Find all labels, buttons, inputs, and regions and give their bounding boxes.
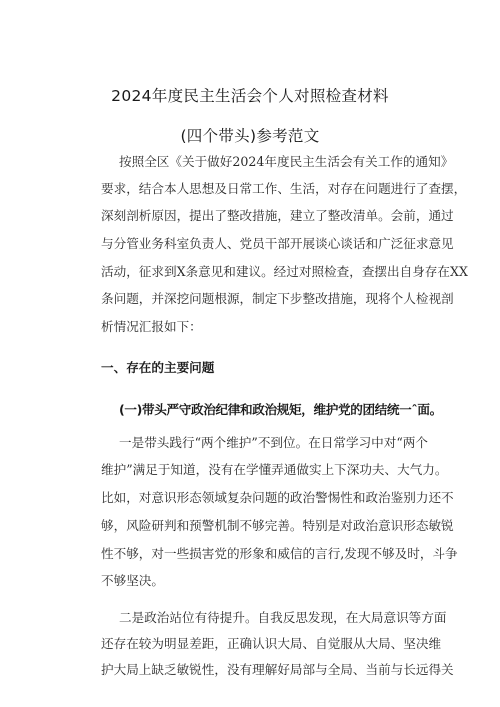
subsection-heading: (一)带头严守政治纪律和政治规矩，维护党的团结统一ˆ面。 bbox=[119, 402, 442, 417]
paragraph-line: 二是政治站位有待提升。自我反思发现，在大局意识等方面 bbox=[119, 610, 447, 625]
intro-line: 与分管业务科室负责人、党员干部开展谈心谈话和广泛征求意见 bbox=[101, 236, 454, 251]
intro-line: 条问题，并深挖问题根源，制定下步整改措施，现将个人检视剖 bbox=[101, 291, 454, 306]
paragraph-line: 性不够，对一些损害党的形象和威信的言行,发现不够及时，斗争 bbox=[101, 546, 458, 561]
document-title: 2024年度民主生活会个人对照检查材料 bbox=[111, 87, 389, 105]
paragraph-line: 比如，对意识形态领域复杂问题的政治警惕性和政治鉴别力还不 bbox=[101, 490, 454, 505]
paragraph-line: 够，风险研判和预警机制不够完善。特别是对政治意识形态敏锐 bbox=[101, 518, 454, 533]
intro-line: 活动，征求到X条意见和建议。经过对照检查，查摆出自身存在XX bbox=[101, 264, 468, 279]
section-heading: 一、存在的主要问题 bbox=[101, 360, 215, 375]
intro-line: 要求，结合本人思想及日常工作、生活，对存在问题进行了查摆， bbox=[101, 181, 467, 196]
paragraph-line: 还存在较为明显差距，正确认识大局、自觉服从大局、坚决维 bbox=[101, 636, 442, 651]
document-subtitle: (四个带头)参考范文 bbox=[180, 127, 320, 145]
paragraph-line: 一是带头践行“两个维护”不到位。在日常学习中对“两个 bbox=[119, 435, 428, 450]
paragraph-line: 护大局上缺乏敏锐性，没有理解好局部与全局、当前与长远得关 bbox=[101, 662, 454, 677]
paragraph-line: 不够坚决。 bbox=[101, 573, 164, 588]
intro-line: 深刻剖析原因，提出了整改措施，建立了整改清单。会前，通过 bbox=[101, 208, 454, 223]
intro-line: 按照全区《关于做好2024年度民主生活会有关工作的通知》 bbox=[119, 154, 454, 169]
paragraph-line: 维护”满足于知道，没有在学懂弄通做实上下深功夫、大气力。 bbox=[101, 462, 448, 477]
intro-line: 析情况汇报如下： bbox=[101, 319, 202, 334]
